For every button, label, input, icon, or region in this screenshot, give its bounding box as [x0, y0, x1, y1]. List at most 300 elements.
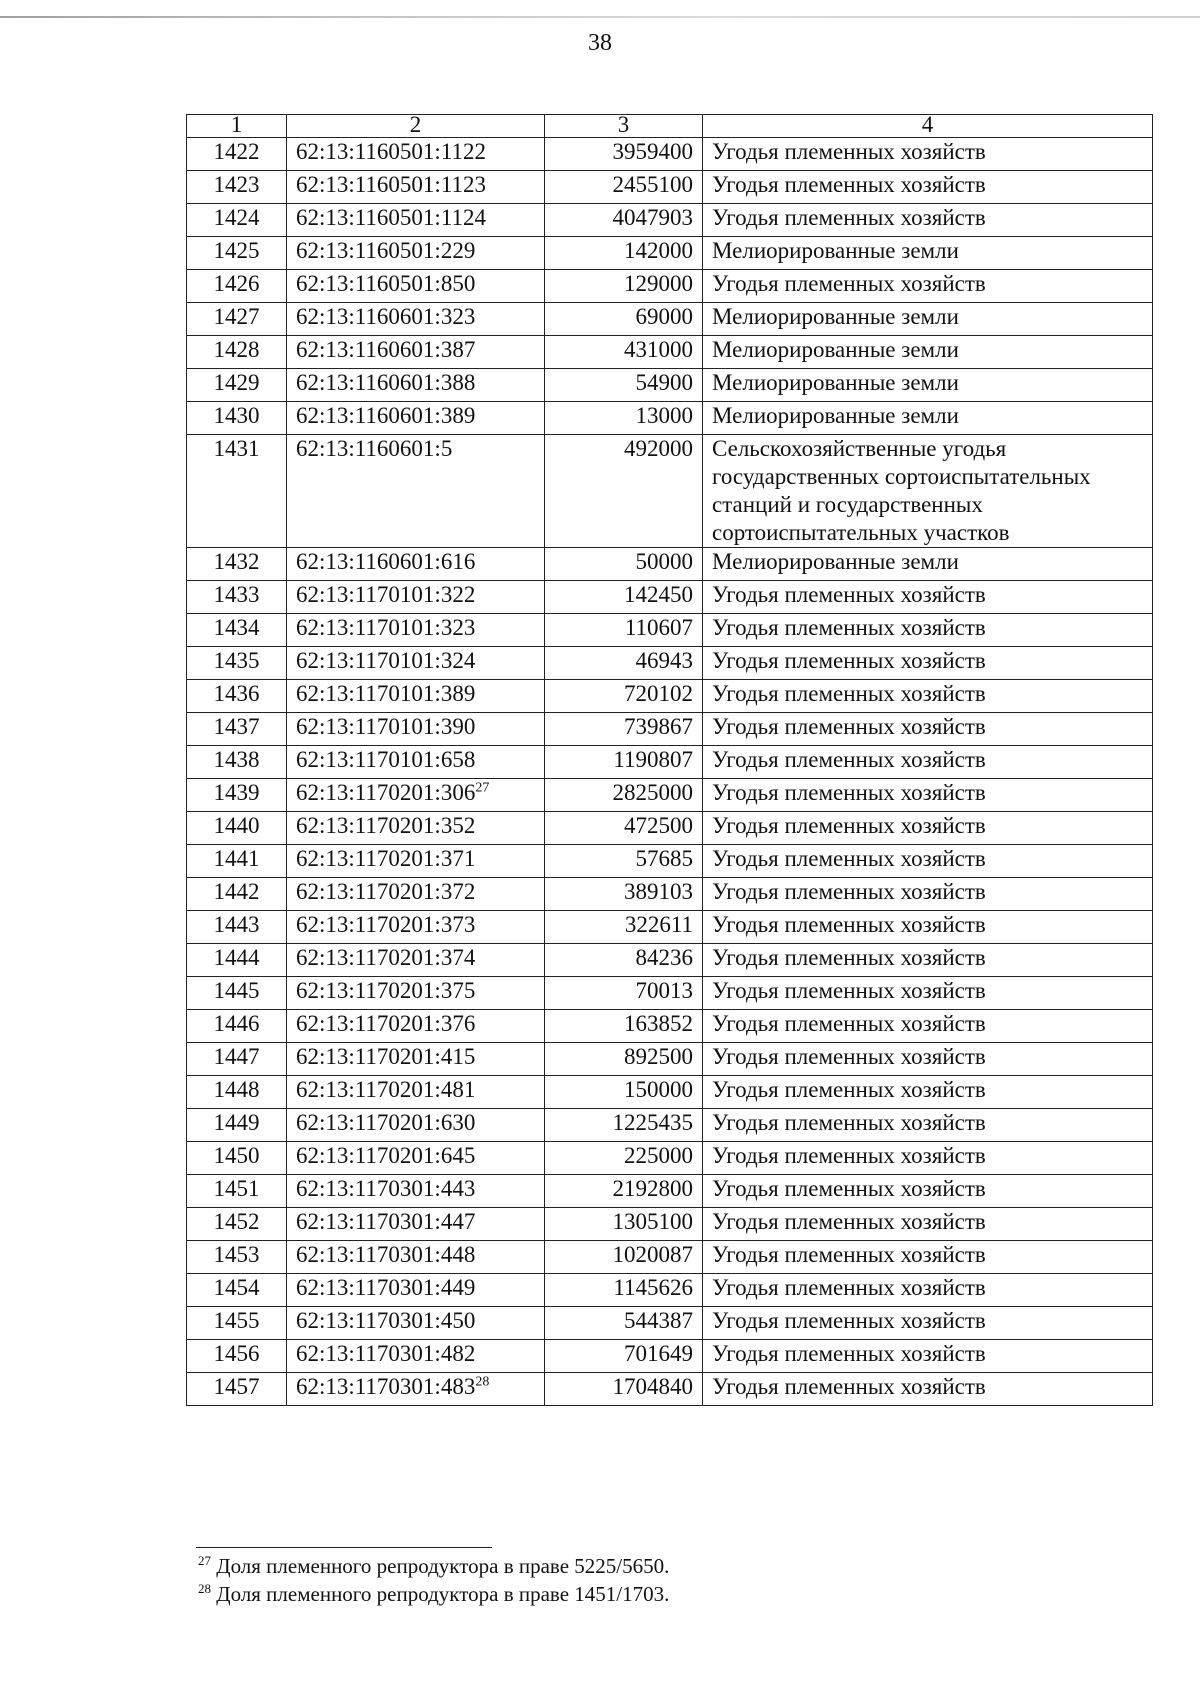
- area-cell-text: 2192800: [612, 1176, 693, 1201]
- area-cell: [545, 1043, 703, 1076]
- row-number-cell-text: 1453: [213, 1242, 260, 1267]
- row-number-cell: [187, 911, 287, 944]
- area-cell-text: 701649: [624, 1341, 693, 1366]
- row-number-cell-text: 1435: [213, 648, 260, 673]
- cadastral-number-cell: [287, 680, 545, 713]
- area-cell-text: 1225435: [612, 1110, 693, 1135]
- land-category-cell: [703, 812, 1153, 845]
- area-cell: [545, 402, 703, 435]
- cadastral-number-cell-text: 62:13:1170301:450: [296, 1308, 476, 1333]
- cadastral-number-cell-text: 62:13:1170101:389: [296, 681, 476, 706]
- table-row: [187, 1274, 1153, 1307]
- cadastral-number-cell: [287, 1076, 545, 1109]
- land-category-cell: [703, 1076, 1153, 1109]
- cadastral-number-cell: [287, 369, 545, 402]
- footnote-reference: 27: [475, 780, 490, 796]
- table-row: [187, 845, 1153, 878]
- area-cell-text: 163852: [624, 1011, 693, 1036]
- row-number-cell: [187, 944, 287, 977]
- area-cell-text: 472500: [624, 813, 693, 838]
- area-cell-text: 4047903: [612, 205, 693, 230]
- area-cell-text: 544387: [624, 1308, 693, 1333]
- page-number: 38: [588, 30, 612, 56]
- row-number-cell: [187, 369, 287, 402]
- table-row: [187, 911, 1153, 944]
- area-cell: [545, 1142, 703, 1175]
- land-category-cell: [703, 1274, 1153, 1307]
- area-cell: [545, 812, 703, 845]
- land-category-cell: [703, 369, 1153, 402]
- cadastral-number-cell-text: 62:13:1170101:324: [296, 648, 476, 673]
- land-category-cell: [703, 237, 1153, 270]
- row-number-cell: [187, 746, 287, 779]
- area-cell-text: 1190807: [613, 747, 693, 772]
- area-cell: [545, 977, 703, 1010]
- land-category-cell: [703, 204, 1153, 237]
- area-cell-text: 13000: [635, 403, 693, 428]
- row-number-cell-text: 1442: [213, 879, 260, 904]
- table-row: [187, 977, 1153, 1010]
- table-header-row: [187, 115, 1153, 138]
- land-category-cell: [703, 336, 1153, 369]
- land-category-cell-text: Угодья племенных хозяйств: [712, 615, 986, 640]
- row-number-cell: [187, 1274, 287, 1307]
- cadastral-number-cell: [287, 1340, 545, 1373]
- cadastral-number-cell-text: 62:13:1170201:306: [296, 780, 476, 805]
- row-number-cell-text: 1430: [213, 403, 260, 428]
- area-cell: [545, 1241, 703, 1274]
- cadastral-number-cell: [287, 548, 545, 581]
- area-cell: [545, 845, 703, 878]
- land-category-cell: [703, 713, 1153, 746]
- area-cell-text: 1704840: [612, 1374, 693, 1399]
- table-row: [187, 369, 1153, 402]
- area-cell: [545, 1109, 703, 1142]
- land-category-cell: [703, 1340, 1153, 1373]
- footnotes: [198, 1552, 669, 1608]
- cadastral-number-cell-text: 62:13:1170301:447: [296, 1209, 476, 1234]
- row-number-cell-text: 1456: [213, 1341, 260, 1366]
- land-category-cell: [703, 878, 1153, 911]
- cadastral-number-cell: [287, 812, 545, 845]
- row-number-cell: [187, 1010, 287, 1043]
- row-number-cell-text: 1445: [213, 978, 260, 1003]
- row-number-cell-text: 1433: [213, 582, 260, 607]
- cadastral-number-cell-text: 62:13:1170201:630: [296, 1110, 476, 1135]
- land-category-cell: [703, 1241, 1153, 1274]
- table-row: [187, 204, 1153, 237]
- area-cell-text: 225000: [624, 1143, 693, 1168]
- row-number-cell-text: 1448: [213, 1077, 260, 1102]
- cadastral-number-cell-text: 62:13:1160601:616: [296, 549, 476, 574]
- land-category-cell: [703, 647, 1153, 680]
- area-cell: [545, 303, 703, 336]
- row-number-cell: [187, 548, 287, 581]
- row-number-cell-text: 1455: [213, 1308, 260, 1333]
- land-category-cell: [703, 581, 1153, 614]
- row-number-cell-text: 1441: [213, 846, 260, 871]
- area-cell: [545, 680, 703, 713]
- table-row: [187, 237, 1153, 270]
- cadastral-number-cell-text: 62:13:1160601:387: [296, 337, 476, 362]
- row-number-cell: [187, 171, 287, 204]
- land-category-cell-text: Угодья племенных хозяйств: [712, 205, 986, 230]
- row-number-cell-text: 1429: [213, 370, 260, 395]
- row-number-cell: [187, 1208, 287, 1241]
- footnote-mark: 27: [198, 1553, 211, 1568]
- row-number-cell-text: 1434: [213, 615, 260, 640]
- cadastral-number-cell: [287, 237, 545, 270]
- area-cell-text: 150000: [624, 1077, 693, 1102]
- row-number-cell: [187, 878, 287, 911]
- area-cell-text: 1020087: [612, 1242, 693, 1267]
- table-row: [187, 614, 1153, 647]
- footnote-reference: 28: [475, 1374, 490, 1390]
- row-number-cell-text: 1439: [213, 780, 260, 805]
- land-category-cell-text: Мелиорированные земли: [712, 403, 959, 428]
- row-number-cell-text: 1437: [213, 714, 260, 739]
- land-category-cell: [703, 1208, 1153, 1241]
- row-number-cell-text: 1424: [213, 205, 260, 230]
- cadastral-number-cell-text: 62:13:1170201:371: [296, 846, 476, 871]
- cadastral-number-cell-text: 62:13:1170301:443: [296, 1176, 476, 1201]
- table-row: [187, 647, 1153, 680]
- area-cell-text: 492000: [624, 436, 693, 461]
- row-number-cell: [187, 204, 287, 237]
- cadastral-number-cell: [287, 614, 545, 647]
- land-category-cell-text: Угодья племенных хозяйств: [712, 879, 986, 904]
- row-number-cell: [187, 680, 287, 713]
- cadastral-number-cell: [287, 779, 545, 812]
- cadastral-number-cell: [287, 138, 545, 171]
- cadastral-number-cell-text: 62:13:1170101:322: [296, 582, 476, 607]
- footnote-separator: [196, 1547, 492, 1548]
- cadastral-number-cell-text: 62:13:1160501:1123: [296, 172, 486, 197]
- land-category-cell-text: Угодья племенных хозяйств: [712, 747, 986, 772]
- row-number-cell: [187, 435, 287, 548]
- table-row: [187, 746, 1153, 779]
- area-cell: [545, 1010, 703, 1043]
- row-number-cell-text: 1438: [213, 747, 260, 772]
- table-row: [187, 713, 1153, 746]
- row-number-cell: [187, 779, 287, 812]
- area-cell-text: 1305100: [612, 1209, 693, 1234]
- land-category-cell: [703, 138, 1153, 171]
- land-category-cell-text: Угодья племенных хозяйств: [712, 139, 986, 164]
- land-category-cell-text: Сельскохозяйственные угодья государственных сортоиспытательных станций и государственных сортоиспытательных участков: [712, 436, 1091, 545]
- row-number-cell: [187, 581, 287, 614]
- area-cell-text: 142450: [624, 582, 693, 607]
- table-row: [187, 1142, 1153, 1175]
- row-number-cell: [187, 237, 287, 270]
- cadastral-number-cell: [287, 1142, 545, 1175]
- land-category-cell: [703, 845, 1153, 878]
- area-cell: [545, 746, 703, 779]
- row-number-cell-text: 1457: [213, 1374, 260, 1399]
- area-cell: [545, 647, 703, 680]
- area-cell: [545, 369, 703, 402]
- row-number-cell: [187, 1340, 287, 1373]
- cadastral-number-cell: [287, 878, 545, 911]
- table-row: [187, 1307, 1153, 1340]
- row-number-cell: [187, 1241, 287, 1274]
- row-number-cell-text: 1447: [213, 1044, 260, 1069]
- land-category-cell-text: Угодья племенных хозяйств: [712, 780, 986, 805]
- land-category-cell-text: Угодья племенных хозяйств: [712, 813, 986, 838]
- land-category-cell-text: Угодья племенных хозяйств: [712, 912, 986, 937]
- land-category-cell-text: Угодья племенных хозяйств: [712, 846, 986, 871]
- cadastral-number-cell: [287, 1241, 545, 1274]
- area-cell: [545, 1274, 703, 1307]
- area-cell: [545, 944, 703, 977]
- cadastral-number-cell: [287, 402, 545, 435]
- area-cell: [545, 237, 703, 270]
- footnote: [198, 1580, 669, 1608]
- cadastral-number-cell-text: 62:13:1160501:1124: [296, 205, 486, 230]
- land-category-cell: [703, 548, 1153, 581]
- cadastral-number-cell-text: 62:13:1170201:372: [296, 879, 476, 904]
- area-cell: [545, 1076, 703, 1109]
- table-row: [187, 336, 1153, 369]
- area-cell: [545, 171, 703, 204]
- table-row: [187, 878, 1153, 911]
- row-number-cell-text: 1428: [213, 337, 260, 362]
- cadastral-number-cell-text: 62:13:1170201:376: [296, 1011, 476, 1036]
- cadastral-number-cell-text: 62:13:1170101:323: [296, 615, 476, 640]
- footnote-text: Доля племенного репродуктора в праве 5225/5650.: [216, 1554, 670, 1578]
- area-cell: [545, 548, 703, 581]
- table-row: [187, 435, 1153, 548]
- land-category-cell-text: Угодья племенных хозяйств: [712, 1275, 986, 1300]
- area-cell: [545, 1208, 703, 1241]
- footnote: [198, 1552, 669, 1580]
- cadastral-number-cell: [287, 303, 545, 336]
- area-cell-text: 54900: [635, 370, 693, 395]
- cadastral-number-cell-text: 62:13:1170301:449: [296, 1275, 476, 1300]
- row-number-cell-text: 1425: [213, 238, 260, 263]
- land-category-cell: [703, 746, 1153, 779]
- land-category-cell: [703, 402, 1153, 435]
- cadastral-number-cell: [287, 435, 545, 548]
- area-cell-text: 431000: [624, 337, 693, 362]
- cadastral-number-cell-text: 62:13:1170201:373: [296, 912, 476, 937]
- cadastral-number-cell-text: 62:13:1160601:388: [296, 370, 476, 395]
- cadastral-number-cell-text: 62:13:1170101:658: [296, 747, 476, 772]
- cadastral-number-cell: [287, 1208, 545, 1241]
- area-cell-text: 57685: [635, 846, 693, 871]
- column-header: 1: [187, 115, 287, 138]
- area-cell-text: 50000: [635, 549, 693, 574]
- column-header: 4: [703, 115, 1153, 138]
- cadastral-number-cell: [287, 1175, 545, 1208]
- row-number-cell-text: 1426: [213, 271, 260, 296]
- land-category-cell-text: Мелиорированные земли: [712, 304, 959, 329]
- cadastral-number-cell: [287, 911, 545, 944]
- land-category-cell: [703, 911, 1153, 944]
- area-cell: [545, 336, 703, 369]
- cadastral-number-cell-text: 62:13:1160601:389: [296, 403, 476, 428]
- area-cell-text: 110607: [624, 615, 693, 640]
- table-row: [187, 812, 1153, 845]
- land-category-cell-text: Угодья племенных хозяйств: [712, 945, 986, 970]
- land-category-cell-text: Угодья племенных хозяйств: [712, 1176, 986, 1201]
- cadastral-number-cell: [287, 1043, 545, 1076]
- cadastral-number-cell: [287, 1010, 545, 1043]
- land-category-cell-text: Угодья племенных хозяйств: [712, 681, 986, 706]
- row-number-cell: [187, 402, 287, 435]
- row-number-cell: [187, 812, 287, 845]
- row-number-cell-text: 1440: [213, 813, 260, 838]
- land-category-cell: [703, 1010, 1153, 1043]
- cadastral-number-cell: [287, 944, 545, 977]
- land-category-cell-text: Угодья племенных хозяйств: [712, 271, 986, 296]
- land-category-cell: [703, 1142, 1153, 1175]
- cadastral-number-cell: [287, 204, 545, 237]
- area-cell: [545, 435, 703, 548]
- area-cell-text: 70013: [635, 978, 693, 1003]
- area-cell-text: 892500: [624, 1044, 693, 1069]
- row-number-cell: [187, 977, 287, 1010]
- area-cell-text: 3959400: [612, 139, 693, 164]
- cadastral-number-cell-text: 62:13:1170301:483: [296, 1374, 476, 1399]
- land-category-cell-text: Угодья племенных хозяйств: [712, 714, 986, 739]
- cadastral-number-cell: [287, 845, 545, 878]
- column-header: 3: [545, 115, 703, 138]
- footnote-mark: 28: [198, 1581, 211, 1596]
- area-cell: [545, 204, 703, 237]
- row-number-cell: [187, 1043, 287, 1076]
- area-cell-text: 2825000: [612, 780, 693, 805]
- cadastral-number-cell-text: 62:13:1170201:375: [296, 978, 476, 1003]
- table-row: [187, 1109, 1153, 1142]
- cadastral-number-cell: [287, 1109, 545, 1142]
- area-cell-text: 2455100: [612, 172, 693, 197]
- row-number-cell: [187, 138, 287, 171]
- table-row: [187, 1241, 1153, 1274]
- land-category-cell: [703, 435, 1153, 548]
- area-cell-text: 1145626: [613, 1275, 693, 1300]
- cadastral-number-cell-text: 62:13:1160601:323: [296, 304, 476, 329]
- row-number-cell-text: 1422: [213, 139, 260, 164]
- row-number-cell: [187, 614, 287, 647]
- table-row: [187, 402, 1153, 435]
- row-number-cell: [187, 1175, 287, 1208]
- land-plots-table: [186, 114, 1153, 1406]
- land-category-cell-text: Угодья племенных хозяйств: [712, 1209, 986, 1234]
- scan-edge-artifact: [0, 16, 1200, 18]
- footnote-text: Доля племенного репродуктора в праве 1451/1703.: [216, 1582, 670, 1606]
- land-category-cell-text: Угодья племенных хозяйств: [712, 172, 986, 197]
- area-cell-text: 142000: [624, 238, 693, 263]
- land-category-cell-text: Угодья племенных хозяйств: [712, 582, 986, 607]
- area-cell-text: 739867: [624, 714, 693, 739]
- cadastral-number-cell: [287, 977, 545, 1010]
- table-row: [187, 1076, 1153, 1109]
- cadastral-number-cell-text: 62:13:1170301:448: [296, 1242, 476, 1267]
- row-number-cell-text: 1443: [213, 912, 260, 937]
- land-category-cell-text: Угодья племенных хозяйств: [712, 1077, 986, 1102]
- land-category-cell-text: Угодья племенных хозяйств: [712, 1110, 986, 1135]
- cadastral-number-cell-text: 62:13:1170201:352: [296, 813, 476, 838]
- area-cell: [545, 138, 703, 171]
- area-cell-text: 389103: [624, 879, 693, 904]
- land-category-cell: [703, 1043, 1153, 1076]
- table-row: [187, 1175, 1153, 1208]
- cadastral-number-cell: [287, 270, 545, 303]
- land-category-cell-text: Угодья племенных хозяйств: [712, 1341, 986, 1366]
- land-category-cell: [703, 680, 1153, 713]
- cadastral-number-cell-text: 62:13:1170201:415: [296, 1044, 476, 1069]
- column-header: 2: [287, 115, 545, 138]
- row-number-cell-text: 1446: [213, 1011, 260, 1036]
- area-cell-text: 129000: [624, 271, 693, 296]
- row-number-cell: [187, 1142, 287, 1175]
- row-number-cell-text: 1432: [213, 549, 260, 574]
- area-cell: [545, 878, 703, 911]
- land-category-cell-text: Угодья племенных хозяйств: [712, 1242, 986, 1267]
- land-category-cell: [703, 977, 1153, 1010]
- land-category-cell: [703, 1109, 1153, 1142]
- cadastral-number-cell: [287, 647, 545, 680]
- cadastral-number-cell: [287, 1307, 545, 1340]
- area-cell: [545, 1175, 703, 1208]
- cadastral-number-cell-text: 62:13:1170201:645: [296, 1143, 476, 1168]
- cadastral-number-cell: [287, 336, 545, 369]
- cadastral-number-cell-text: 62:13:1160501:229: [296, 238, 476, 263]
- land-category-cell-text: Мелиорированные земли: [712, 337, 959, 362]
- area-cell: [545, 779, 703, 812]
- land-category-cell: [703, 944, 1153, 977]
- area-cell-text: 322611: [624, 912, 693, 937]
- row-number-cell: [187, 1307, 287, 1340]
- land-category-cell-text: Угодья племенных хозяйств: [712, 1044, 986, 1069]
- land-category-cell-text: Угодья племенных хозяйств: [712, 1308, 986, 1333]
- table-row: [187, 270, 1153, 303]
- row-number-cell-text: 1436: [213, 681, 260, 706]
- row-number-cell-text: 1452: [213, 1209, 260, 1234]
- row-number-cell-text: 1450: [213, 1143, 260, 1168]
- cadastral-number-cell: [287, 713, 545, 746]
- land-category-cell: [703, 1175, 1153, 1208]
- table-row: [187, 138, 1153, 171]
- land-category-cell-text: Угодья племенных хозяйств: [712, 1143, 986, 1168]
- cadastral-number-cell-text: 62:13:1160501:1122: [296, 139, 486, 164]
- row-number-cell-text: 1444: [213, 945, 260, 970]
- land-category-cell: [703, 1307, 1153, 1340]
- area-cell: [545, 911, 703, 944]
- land-category-cell-text: Угодья племенных хозяйств: [712, 978, 986, 1003]
- row-number-cell-text: 1454: [213, 1275, 260, 1300]
- cadastral-number-cell-text: 62:13:1160601:5: [296, 436, 453, 461]
- cadastral-number-cell: [287, 171, 545, 204]
- cadastral-number-cell-text: 62:13:1170101:390: [296, 714, 476, 739]
- table-row: [187, 1010, 1153, 1043]
- cadastral-number-cell-text: 62:13:1170201:374: [296, 945, 476, 970]
- cadastral-number-cell: [287, 581, 545, 614]
- table-row: [187, 303, 1153, 336]
- table-row: [187, 944, 1153, 977]
- table-row: [187, 548, 1153, 581]
- table-row: [187, 680, 1153, 713]
- area-cell: [545, 270, 703, 303]
- row-number-cell-text: 1451: [213, 1176, 260, 1201]
- land-category-cell: [703, 171, 1153, 204]
- land-category-cell: [703, 779, 1153, 812]
- land-category-cell-text: Угодья племенных хозяйств: [712, 648, 986, 673]
- land-category-cell: [703, 614, 1153, 647]
- land-category-cell: [703, 303, 1153, 336]
- land-category-cell-text: Мелиорированные земли: [712, 549, 959, 574]
